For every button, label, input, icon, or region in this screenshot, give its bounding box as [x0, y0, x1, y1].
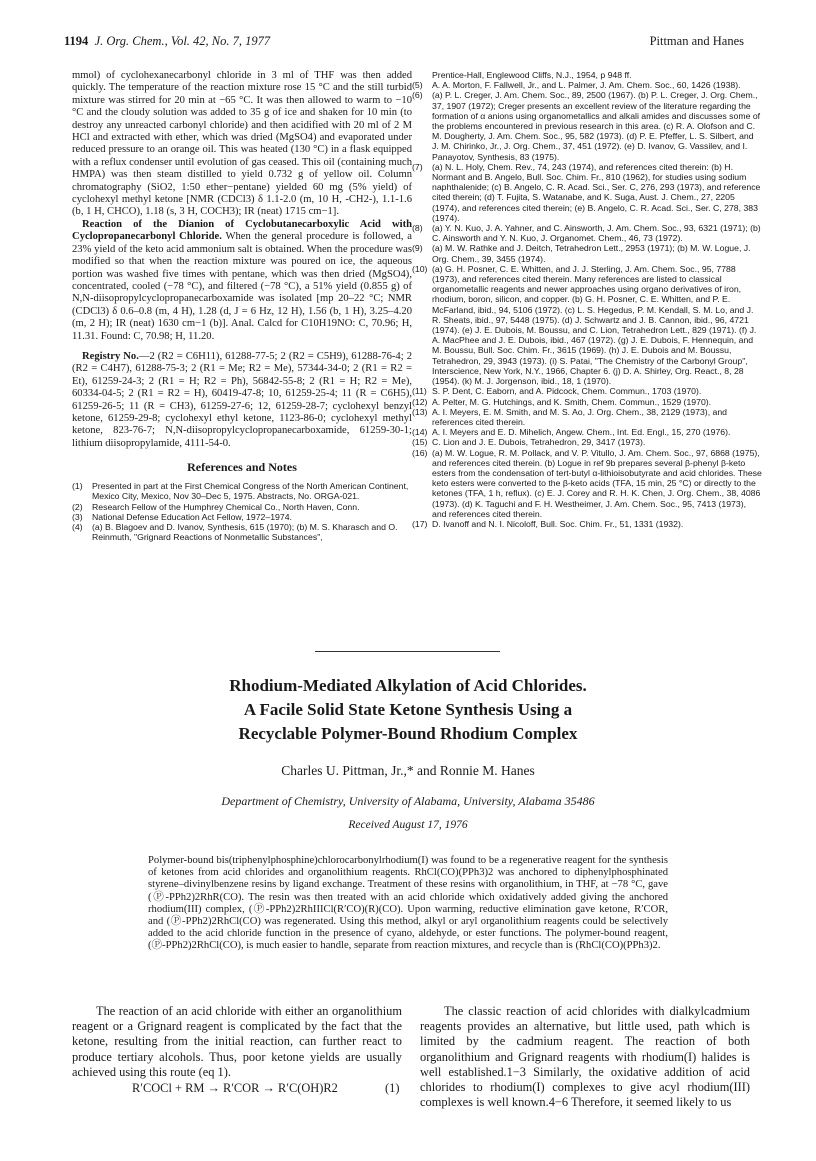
equation-1: R′COCl + RM → R′COR → R′C(OH)R2 — [132, 1081, 338, 1095]
references-heading: References and Notes — [187, 460, 297, 475]
reference-item: (12) A. Pelter, M. G. Hutchings, and K. Smith, Chem. Commun., 1529 (1970). — [412, 396, 712, 407]
abstract: Polymer-bound bis(triphenylphosphine)chlorocarbonylrhodium(I) was found to be a regenerative reagent for the synthesis of ketones from acid chlorides and organolithium reagents. RhCl(CO)(PPh3)2 was anchored to diphenylphosphinated styrene–divinylbenzene resins by ligand exchange. Treatment of these resins with organolithium, in THF, at −78 °C, gave (Ⓟ-PPh2)2RhR(CO). The resin was then treated with an acid chloride which oxidatively added giving the anchored rhodium(III) complex, (Ⓟ-PPh2)2RhIIICl(R′CO)(R)(CO). Upon warming, reductive elimination gave ketone, R′COR, and (Ⓟ-PPh2)2RhCl(CO) was regenerated. Using this method, alkyl or aryl organolithium reagents could be selectively added to the acid chloride function in the presence of cyano, aldehyde, or ester functions. The polymer-bound reagent, (Ⓟ-PPh2)2RhCl(CO), is much easier to handle, separate from reaction mixtures, and recycle than is (RhCl(CO)(PPh3)2. — [148, 855, 668, 952]
reference-item: (1) Presented in part at the First Chemical Congress of the North American Continent, Mexico City, Mexico, Nov 30–Dec 5, 1975. Abstracts, No. ORGA-021. — [72, 481, 409, 502]
reference-item: (11) S. P. Dent, C. Eaborn, and A. Pidcock, Chem. Commun., 1703 (1970). — [412, 386, 702, 397]
reference-item: (13) A. I. Meyers, E. M. Smith, and M. S. Ao, J. Org. Chem., 38, 2129 (1973), and references cited therein. — [412, 406, 728, 427]
reference-item: (6) (a) P. L. Creger, J. Am. Chem. Soc., 89, 2500 (1967). (b) P. L. Creger, J. Org. Chem., 37, 1907 (1972); Creger presents an excellent review of the literature regarding the formation of α anions using organometallics and alkali amides and discusses some of the problems encountered in previous research in this area. (c) R. A. Olofson and C. M. Dougherty, J. Am. Chem. Soc., 95, 582 (1973). (d) P. E. Pfeffer, L. S. Silbert, and J. M. Chirinko, Jr., J. Org. Chem., 37, 451 (1972). (e) D. Ivanov, G. Vassilev, and I. Panayotov, Synthesis, 83 (1975). — [412, 90, 761, 162]
experimental-paragraph: mmol) of cyclohexanecarbonyl chloride in 3 ml of THF was then added quickly. The temperature of the reaction mixture rose 15 °C and the still turbid mixture was stirred for 20 min at −65 °C. It was then allowed to warm to −10 °C and the cloudy solution was added to 35 g of ice and shaken for 10 min (to destroy any unreacted carbonyl chloride) and then acidified with 20 ml of 2 M HCl and extracted with ether, which was dried (MgSO4) and evaporated under reduced pressure to an orange oil. This was heated (130 °C) in a flask equipped with a reflux condenser until evolution of gas ceased. This oil (containing much HMPA) was then steam distilled to yield 0.732 g of yellow oil. Column chromatography (SiO2, 1:50 ether−pentane) yielded 60 mg (5% yield) of cyclohexyl methyl ketone [NMR (CDCl3) δ 1.1-2.0 (m, 10 H, -CH2-), 1.1-1.6 (b, 1 H, CHCO), 1.18 (s, 3 H, COCH3); IR (neat) 1715 cm−1]. — [72, 70, 412, 218]
experimental-paragraph-2: Reaction of the Dianion of Cyclobutanecarboxylic Acid with Cyclopropanecarbonyl Chloride. When the general procedure is followed, a 23% yield of the keto acid ammonium salt is obtained. When the procedure was modified so that when the reaction mixture was poured on ice, the aqueous portion was washed five times with pentane, which was then dried (MgSO4), concentrated, cooled (−78 °C), and filtered (−78 °C), a 51% yield (0.855 g) of N,N-diisopropylcyclopropanecarboxamide was isolated [mp 20–22 °C; NMR (CDCl3) δ 0.6–0.8 (m, 4 H), 1.28 (d, J = 6 Hz, 12 H), 1.56 (b, 1 H), 3.25–4.20 (m, 2 H); IR (neat) 1630 cm−1 (b)]. Anal. Calcd for C10H19NO: C, 70.96; H, 11.31. Found: C, 70.98; H, 11.20. — [72, 218, 412, 342]
registry-paragraph: Registry No.—2 (R2 = C6H11), 61288-77-5; 2 (R2 = C5H9), 61288-76-4; 2 (R2 = C4H7), 61288-75-3; 2 (R1 = Me; R2 = Me), 57344-34-0; 2 (R1 = R2 = Et), 61259-24-3; 2 (R1 = H; R2 = Ph), 56842-55-8; 2 (R1 = H; R2 = Me), 60334-04-5; 2 (R1 = R2 = H), 60419-47-8; 10, 61259-25-4; 11 (R = C6H5), 61259-26-5; 11 (R = CH3), 61259-27-6; 12, 61259-28-7; cyclohexyl benzyl ketone, 61259-29-8; cyclohexyl ethyl ketone, 1123-86-0; cyclohexyl methyl ketone, 823-76-7; N,N-diisopropylcyclopropanecarboxamide, 61259-30-1; lithium diisopropylamide, 4111-54-0. — [72, 350, 412, 449]
body-paragraph-left: The reaction of an acid chloride with either an organolithium reagent or a Grignard reagent is complicated by the fact that the ketone, resulting from the initial reaction, can further react to produce tertiary alcohols. Thus, poor ketone yields are usually achieved using this route (eq 1). — [72, 1004, 402, 1079]
article-title-line-1: Rhodium-Mediated Alkylation of Acid Chlorides. — [229, 676, 587, 695]
reference-item: (8) (a) Y. N. Kuo, J. A. Yahner, and C. Ainsworth, J. Am. Chem. Soc., 93, 6321 (1971); (b) C. Ainsworth and Y. N. Kuo, J. Organomet. Chem., 46, 73 (1972). — [412, 223, 761, 244]
reference-continuation: Prentice-Hall, Englewood Cliffs, N.J., 1954, p 948 ff. — [432, 70, 632, 80]
running-header-left — [64, 34, 270, 49]
article-authors: Charles U. Pittman, Jr.,* and Ronnie M. Hanes — [281, 763, 535, 778]
page-number: 1194 — [64, 34, 89, 48]
author-affiliation: Department of Chemistry, University of Alabama, University, Alabama 35486 — [221, 794, 595, 808]
reference-item: (5) A. A. Morton, F. Fallwell, Jr., and L. Palmer, J. Am. Chem. Soc., 60, 1426 (1938). — [412, 80, 741, 91]
reference-item: (7) (a) N. L. Holy, Chem. Rev., 74, 243 (1974), and references cited therein: (b) H. Normant and B. Angelo, Bull. Soc. Chim. Fr., 810 (1962), for studies using sodium naphthalenide; (c) B. Angelo, C. R. Acad. Sci., Ser. C, 276, 293 (1973), and reference cited therein; (d) T. Fujita, S. Watanabe, and K. Suga, Aust. J. Chem., 27, 2205 (1974), and references cited therein; (e) B. Angelo, C. R. Acad. Sci., Ser. C, 278, 383 (1974). — [412, 161, 761, 223]
reference-item: (9) (a) M. W. Rathke and J. Deitch, Tetrahedron Lett., 2953 (1971); (b) M. W. Logue, J. Org. Chem., 39, 3455 (1974). — [412, 243, 751, 264]
reference-item: (2) Research Fellow of the Humphrey Chemical Co., North Haven, Conn. — [72, 501, 360, 512]
reference-list-right — [412, 80, 762, 529]
reference-item: (16) (a) M. W. Logue, R. M. Pollack, and V. P. Vitullo, J. Am. Chem. Soc., 97, 6868 (1975), and references cited therein. (b) Logue in ref 9b prepares several β-phenyl β-keto esters from the condensation of tert-butyl α-lithioisobutyrate and acid chlorides. These keto esters were converted to the β-keto acids (TFA, 15 min, 25 °C) or directly to the ketones (TFA, 1 h, reflux). (c) E. J. Corey and R. H. K. Chen, J. Org. Chem., 38, 4086 (1973). (d) K. Taguchi and F. H. Westheimer, J. Am. Chem. Soc., 95, 7413 (1973), and references cited therein. — [412, 447, 762, 519]
section-divider — [315, 651, 500, 652]
registry-heading: Registry No. — [82, 350, 139, 362]
reference-item: (15) C. Lion and J. E. Dubois, Tetrahedron, 29, 3417 (1973). — [412, 437, 646, 448]
running-header-authors: Pittman and Hanes — [649, 34, 744, 48]
reference-item: (4) (a) B. Blagoev and D. Ivanov, Synthesis, 615 (1970); (b) M. S. Kharasch and O. Reinmuth, "Grignard Reactions of Nonmetallic Substances", — [72, 522, 398, 543]
reference-list-left — [72, 481, 412, 542]
paragraph-heading: Reaction of the Dianion of Cyclobutanecarboxylic Acid with Cyclopropanecarbonyl Chloride. — [72, 218, 412, 243]
article-title-line-3: Recyclable Polymer-Bound Rhodium Complex — [238, 724, 578, 743]
reference-item: (17) D. Ivanoff and N. I. Nicoloff, Bull. Soc. Chim. Fr., 51, 1331 (1932). — [412, 518, 684, 529]
journal-citation: J. Org. Chem., Vol. 42, No. 7, 1977 — [94, 34, 271, 48]
reference-item: (14) A. I. Meyers and E. D. Mihelich, Angew. Chem., Int. Ed. Engl., 15, 270 (1976). — [412, 427, 731, 438]
equation-number: (1) — [385, 1081, 400, 1095]
received-date: Received August 17, 1976 — [348, 819, 468, 831]
right-column — [412, 70, 762, 529]
article-title-line-2: A Facile Solid State Ketone Synthesis Using a — [243, 700, 573, 719]
left-column — [72, 70, 412, 542]
reference-item: (10) (a) G. H. Posner, C. E. Whitten, and J. J. Sterling, J. Am. Chem. Soc., 95, 7788 (1973), and references cited therein. Many references are listed to classical organometallic reagents and newer approaches using organo derivatives of iron, rhodium, boron, silicon, and copper. (b) G. H. Posner, C. E. Whitten, and P. E. McFarland, ibid., 94, 5106 (1972). (c) L. S. Hegedus, P. M. Kendall, S. M. Lo, and J. R. Sheats, ibid., 97, 5448 (1975). (d) J. Schwartz and J. B. Cannon, ibid., 96, 4721 (1974). (e) J. E. Dubois, M. Boussu, and C. Lion, Tetrahedron Lett., 829 (1971). (f) J. A. MacPhee and J. E. Dubois, ibid., 467 (1972). (g) J. E. Dubois, F. Hennequin, and M. Boussu, Bull. Soc. Chim. Fr., 3615 (1969). (h) J. E. Dubois and M. Boussu, Tetrahedron, 29, 3943 (1973). (i) S. Patai, "The Chemistry of the Carbonyl Group", Interscience, New York, N.Y., 1966, Chapter 6. (j) D. A. Shirley, Org. React., 8, 28 (1954). (k) M. J. Jorgenson, ibid., 18, 1 (1970). — [412, 263, 757, 387]
reference-item: (3) National Defense Education Act Fellow, 1972–1974. — [72, 511, 292, 522]
body-paragraph-right: The classic reaction of acid chlorides with dialkylcadmium reagents provides an alternative, but little used, path which is limited by the cadmium reagent. The reaction of both organolithium and Grignard reagents with rhodium(I) halides is well established.1−3 Similarly, the oxidative addition of acid chlorides to rhodium(I) complexes to give acyl rhodium(III) complexes is well known.4−6 Therefore, it seemed likely to us — [420, 1004, 750, 1110]
